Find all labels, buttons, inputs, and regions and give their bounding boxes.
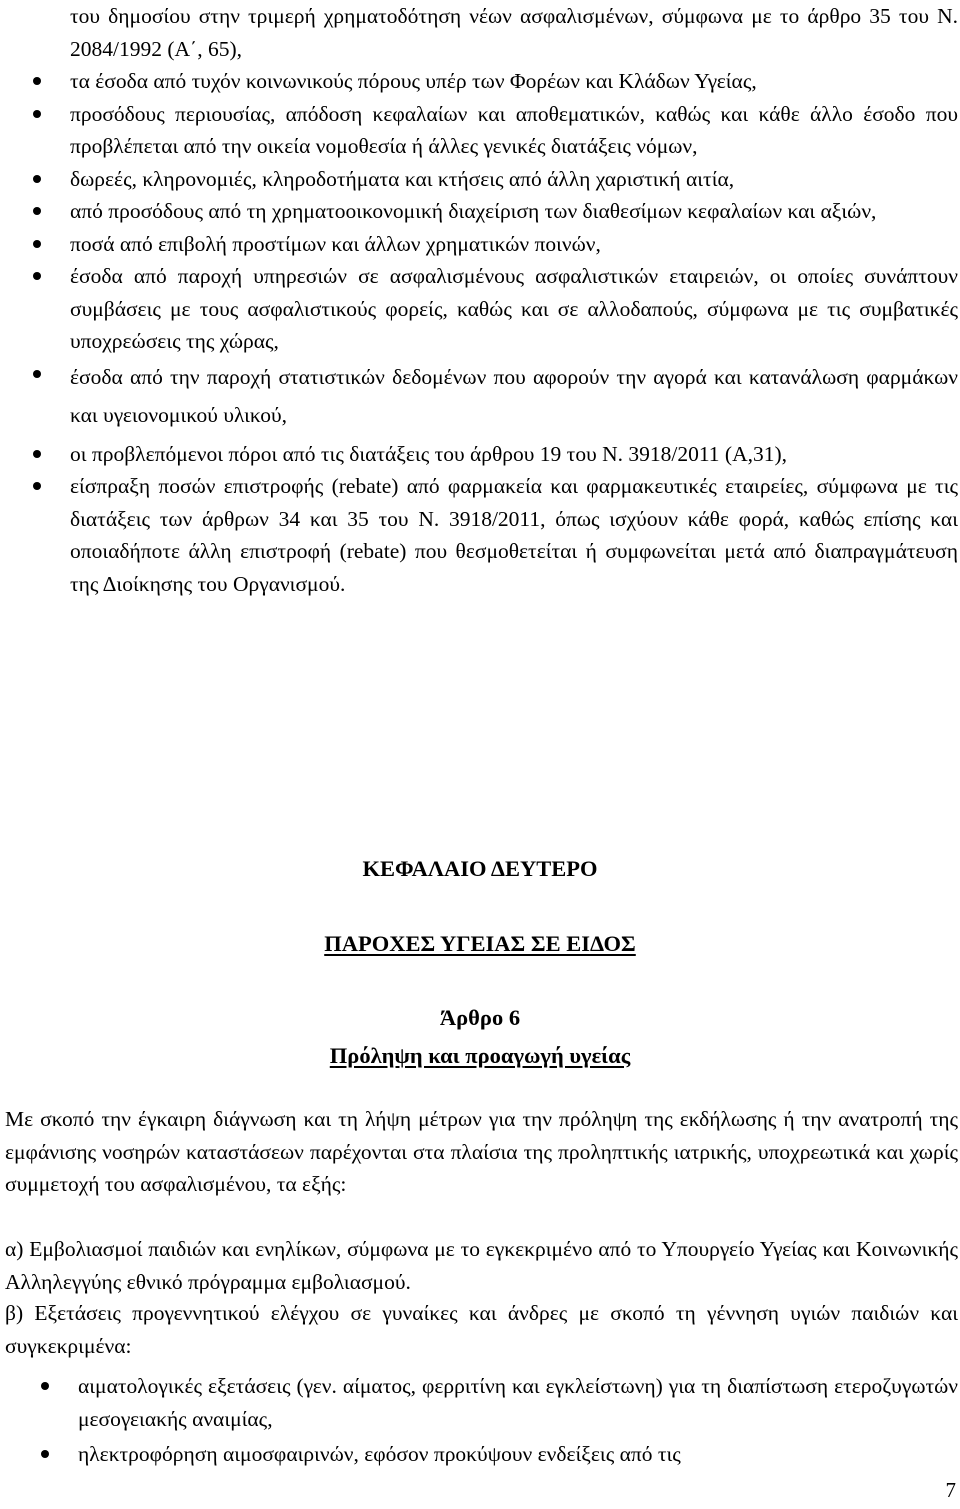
list-item: ποσά από επιβολή προστίμων και άλλων χρηματικών ποινών, xyxy=(70,228,958,261)
article-number: Άρθρο 6 xyxy=(439,1005,521,1030)
chapter-heading: ΚΕΦΑΛΑΙΟ ΔΕΥΤΕΡΟ xyxy=(362,856,598,881)
list-item: από προσόδους από τη χρηματοοικονομική διαχείριση των διαθεσίμων κεφαλαίων και αξιών, xyxy=(70,195,958,228)
list-item: έσοδα από την παροχή στατιστικών δεδομένων που αφορούν την αγορά και κατανάλωση φαρμάκων και υγειονομικού υλικού, xyxy=(70,358,958,434)
list-item: αιματολογικές εξετάσεις (γεν. αίματος, φερριτίνη και εγκλείστωνη) για τη διαπίστωση ετεροζυγωτών μεσογειακής αναιμίας, xyxy=(78,1370,958,1435)
list-item: δωρεές, κληρονομιές, κληροδοτήματα και κτήσεις από άλλη χαριστική αιτία, xyxy=(70,163,958,196)
item-a-paragraph: α) Εμβολιασμοί παιδιών και ενηλίκων, σύμφωνα με το εγκεκριμένο από το Υπουργείο Υγείας και Κοινωνικής Αλληλεγγύης εθνικό πρόγραμμα εμβολιασμού. xyxy=(5,1237,958,1294)
prenatal-tests-list xyxy=(78,1370,958,1471)
continuation-text: του δημοσίου στην τριμερή χρηματοδότηση νέων ασφαλισμένων, σύμφωνα με το άρθρο 35 του Ν. 2084/1992 (Α΄, 65), xyxy=(70,4,958,61)
revenue-list xyxy=(70,65,958,600)
page-number: 7 xyxy=(945,1478,956,1502)
list-item: τα έσοδα από τυχόν κοινωνικούς πόρους υπέρ των Φορέων και Κλάδων Υγείας, xyxy=(70,65,958,98)
article-title: Πρόληψη και προαγωγή υγείας xyxy=(329,1043,631,1068)
list-item: ηλεκτροφόρηση αιμοσφαιρινών, εφόσον προκύψουν ενδείξεις από τις xyxy=(78,1438,958,1471)
list-item: προσόδους περιουσίας, απόδοση κεφαλαίων και αποθεματικών, καθώς και κάθε άλλο έσοδο που προβλέπεται από την οικεία νομοθεσία ή άλλες γενικές διατάξεις νόμων, xyxy=(70,98,958,163)
intro-paragraph: Με σκοπό την έγκαιρη διάγνωση και τη λήψη μέτρων για την πρόληψη της εκδήλωσης ή την ανατροπή της εμφάνισης νοσηρών καταστάσεων παρέχονται στα πλαίσια της προληπτικής ιατρικής, υποχρεωτικά και χωρίς συμμετοχή του ασφαλισμένου, τα εξής: xyxy=(5,1107,958,1196)
list-item: οι προβλεπόμενοι πόροι από τις διατάξεις του άρθρου 19 του Ν. 3918/2011 (Α,31), xyxy=(70,438,958,471)
list-item: έσοδα από παροχή υπηρεσιών σε ασφαλισμένους ασφαλιστικών εταιρειών, οι οποίες συνάπτουν συμβάσεις με τους ασφαλιστικούς φορείς, καθώς και σε αλλοδαπούς, σύμφωνα με τις συμβατικές υποχρεώσεις της χώρας, xyxy=(70,260,958,358)
part-heading: ΠΑΡΟΧΕΣ ΥΓΕΙΑΣ ΣΕ ΕΙΔΟΣ xyxy=(324,931,636,956)
item-b-paragraph: β) Εξετάσεις προγεννητικού ελέγχου σε γυναίκες και άνδρες με σκοπό τη γέννηση υγιών παιδιών και συγκεκριμένα: xyxy=(5,1301,958,1358)
list-item: είσπραξη ποσών επιστροφής (rebate) από φαρμακεία και φαρμακευτικές εταιρείες, σύμφωνα με τις διατάξεις των άρθρων 34 και 35 του Ν. 3918/2011, όπως ισχύουν κάθε φορά, καθώς επίσης και οποιαδήποτε άλλη επιστροφή (rebate) που θεσμοθετείται ή συμφωνείται μετά από διαπραγμάτευση της Διοίκησης του Οργανισμού. xyxy=(70,470,958,600)
